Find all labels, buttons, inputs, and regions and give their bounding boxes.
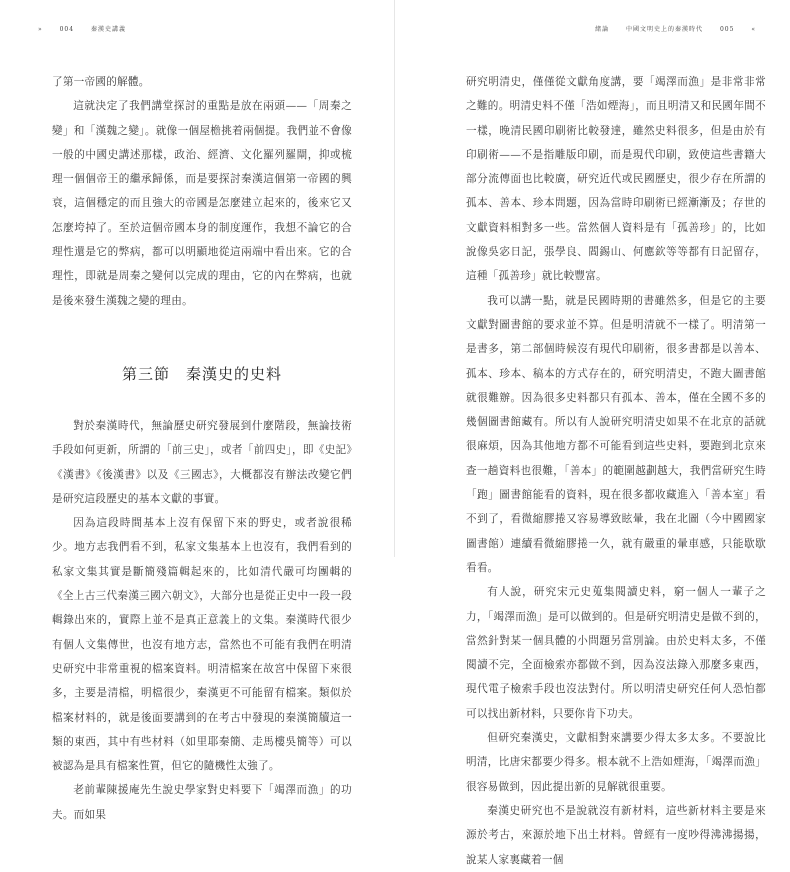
page-number-left: 004 [59,26,75,33]
right-page [395,0,790,866]
right-running-header [581,24,756,33]
paragraph: 了第一帝國的解體。 [52,76,150,88]
paragraph: 研究明清史，僅僅從文獻角度講，要「竭澤而漁」是非常非常之難的。明清史料不僅「浩如煙海」，而且明清又和民國年間不一樣，晚清民國印刷術比較發達，雖然史料很多，但是由於有印刷術——不是指雕版印刷，而是現代印刷，致使這些書籍大部分流傳面也比較廣，研究近代或民國歷史，很少存在所謂的孤本、善本、珍本問題，因為當時印刷術已經漸漸及；存世的文獻資料相對多一些。當然個人資料是有「孤善珍」的，比如說像吳宓日記，張學良、閻錫山、何應欽等等都有日記留存，這種「孤善珍」就比較豐富。 [466,76,766,283]
chapter-title: 中國文明史上的秦漢時代 [626,26,704,33]
left-page [0,0,395,821]
paragraph: 因為這段時間基本上沒有保留下來的野史，或者說很稀少。地方志我們看不到，私家文集基本上也沒有，我們看到的私家文集其實是斷簡殘篇輯起來的，比如清代嚴可均團輯的《全上古三代秦漢三國六朝文》，大部分也是從正史中一段一段輯錄出來的，實際上並不是真正意義上的文集。秦漢時代很少有個人文集傳世，也沒有地方志，當然也不可能有我們在明清史研究中非常重視的檔案資料。明清檔案在故宮中保留下來很多，主要是清檔，明檔很少，秦漢更不可能留有檔案。類似於檔案材料的，就是後面要講到的在考古中發現的秦漢簡牘這一類的東西，其中有些材料（如里耶秦簡、走馬樓吳簡等）可以被認為是具有檔案性質，但它的隨機性太強了。 [52,517,352,773]
section-number: 第三節 [121,364,170,383]
page-marker-right: « [751,26,756,33]
paragraph: 老前輩陳援庵先生說史學家對史料要下「竭澤而漁」的功夫。而如果 [52,784,352,821]
right-body-text [466,70,766,872]
left-running-header [38,24,140,33]
section-title-text: 秦漢史的史料 [186,364,283,383]
paragraph: 對於秦漢時代，無論歷史研究發展到什麼階段，無論技術手段如何更新，所謂的「前三史」，或者「前四史」，即《史記》《漢書》《後漢書》以及《三國志》，大概都沒有辦法改變它們是研究這段歷史的基本文獻的事實。 [52,419,352,505]
book-title: 秦漢史講義 [90,26,126,33]
section-label: 緒論 [595,26,610,33]
paragraph: 這就決定了我們講堂探討的重點是放在兩頭——「周秦之變」和「漢魏之變」。就像一個屋檐挑着兩個提。我們並不會像一般的中國史講述那樣，政治、經濟、文化羅列羅閘，抑或梳理一個個帝王的繼承歸係，而是要探討秦漢這個第一帝國的興衰，這個穩定的而且強大的帝國是怎麼建立起來的，後來它又怎麼垮掉了。至於這個帝國本身的制度運作，我想不論它的合理性還是它的弊病，都可以明顯地從這兩端中看出來。它的合理性，即就是周秦之變何以完成的理由，它的內在弊病，也就是後來發生漢魏之變的理由。 [52,100,352,307]
page-number-right: 005 [719,26,735,33]
left-body-text [52,70,352,827]
section-heading [52,364,352,384]
paragraph: 秦漢史研究也不是說就沒有新材料，這些新材料主要是來源於考古，來源於地下出土材料。曾經有一度吵得沸沸揚揚，說某人家裏藏着一個 [466,804,766,866]
paragraph: 但研究秦漢史，文獻相對來講要少得太多太多。不要說比明清，比唐宋都要少得多。根本就不上浩如煙海，「竭澤而漁」很容易做到，因此提出新的見解就很重要。 [466,732,766,793]
page-marker-left: » [38,26,43,33]
paragraph: 我可以講一點，就是民國時期的書雖然多，但是它的主要文獻對圖書館的要求並不算。但是明清就不一樣了。明清第一是書多，第二部個時候沒有現代印刷術，很多書都是以善本、孤本、珍本、稿本的方式存在的，研究明清史，不跑大圖書館就很難辦。因為很多史料都只有孤本、善本，僅在全國不多的幾個圖書館藏有。所以有人說研究明清史如果不在北京的話就很麻煩，因為其他地方都不可能看到這些史料，要跑到北京來查一趟資料也很難，「善本」的範圍越劃越大，我們當研究生時「跑」圖書館能看的資料，現在很多都收藏進入「善本室」看不到了，看微縮膠捲又容易導致眩暈，我在北圖（今中國國家圖書館）連續看微縮膠捲一久，就有嚴重的暈車感，只能歇歇看看。 [466,294,766,574]
paragraph: 有人說，研究宋元史蒐集閱讀史料，窮一個人一輩子之力，「竭澤而漁」是可以做到的。但是研究明清史是做不到的，當然針對某一個具體的小問題另當別論。由於史料太多，不僅閱讀不完，全面檢索亦都做不到，因為沒法錄入那麼多東西，現代電子檢索手段也沒法對付。所以明清史研究任何人恐怕都可以找出新材料，只要你肯下功夫。 [466,586,766,720]
